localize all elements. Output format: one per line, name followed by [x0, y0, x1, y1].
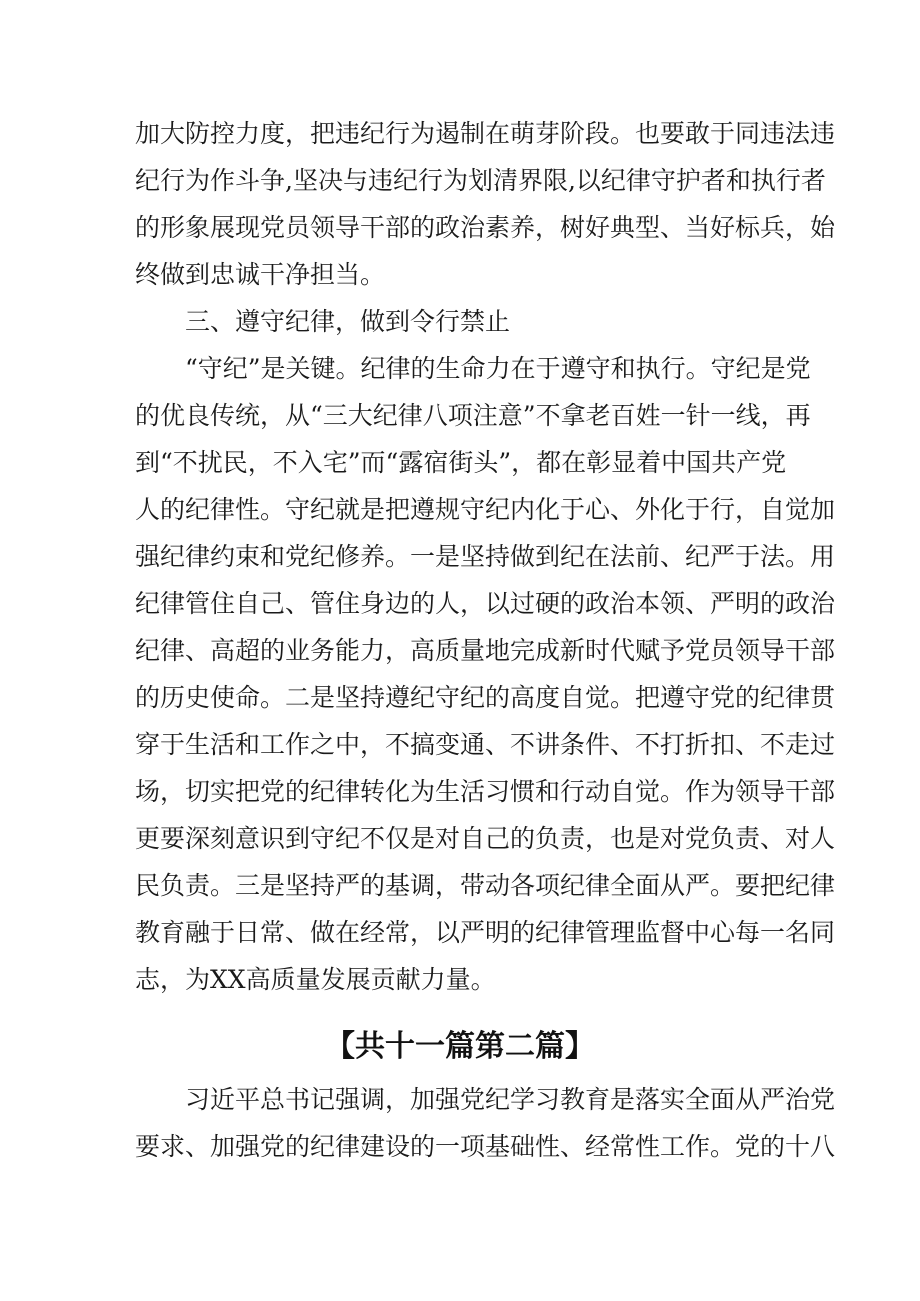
paragraph-line: 民负责。三是坚持严的基调，带动各项纪律全面从严。要把纪律: [135, 871, 836, 900]
paragraph-line: 纪律、高超的业务能力，高质量地完成新时代赋予党员领导干部: [135, 636, 836, 665]
paragraph-line: 穿于生活和工作之中，不搞变通、不讲条件、不打折扣、不走过: [135, 730, 836, 759]
paragraph-line: 强纪律约束和党纪修养。一是坚持做到纪在法前、纪严于法。用: [135, 542, 836, 571]
paragraph-line: 的历史使命。二是坚持遵纪守纪的高度自觉。把遵守党的纪律贯: [135, 683, 836, 712]
paragraph-line: 的优良传统，从“三大纪律八项注意”不拿老百姓一针一线，再: [135, 401, 811, 430]
paragraph-line: 加大防控力度，把违纪行为遏制在萌芽阶段。也要敢于同违法违: [135, 119, 836, 148]
paragraph-line: 教育融于日常、做在经常，以严明的纪律管理监督中心每一名同: [135, 918, 836, 947]
paragraph-line: 志，为XX高质量发展贡献力量。: [135, 965, 496, 994]
paragraph-line: 场，切实把党的纪律转化为生活习惯和行动自觉。作为领导干部: [135, 777, 836, 806]
paragraph-line: 到“不扰民，不入宅”而“露宿街头”，都在彰显着中国共产党: [135, 448, 787, 477]
paragraph-line: 纪律管住自己、管住身边的人，以过硬的政治本领、严明的政治: [135, 589, 836, 618]
paragraph-line: 纪行为作斗争,坚决与违纪行为划清界限,以纪律守护者和执行者: [135, 166, 826, 195]
paragraph-line: “守纪”是关键。纪律的生命力在于遵守和执行。守纪是党: [185, 354, 811, 383]
section-heading: 三、遵守纪律，做到令行禁止: [185, 307, 511, 336]
paragraph-line: 更要深刻意识到守纪不仅是对自己的负责，也是对党负责、对人: [135, 824, 836, 853]
article-heading: 【共十一篇第二篇】: [325, 1029, 595, 1064]
paragraph-line: 习近平总书记强调，加强党纪学习教育是落实全面从严治党: [185, 1085, 836, 1114]
paragraph-line: 要求、加强党的纪律建设的一项基础性、经常性工作。党的十八: [135, 1132, 836, 1161]
paragraph-line: 的形象展现党员领导干部的政治素养，树好典型、当好标兵，始: [135, 213, 836, 242]
paragraph-line: 人的纪律性。守纪就是把遵规守纪内化于心、外化于行，自觉加: [135, 495, 836, 524]
paragraph-line: 终做到忠诚干净担当。: [135, 260, 386, 289]
